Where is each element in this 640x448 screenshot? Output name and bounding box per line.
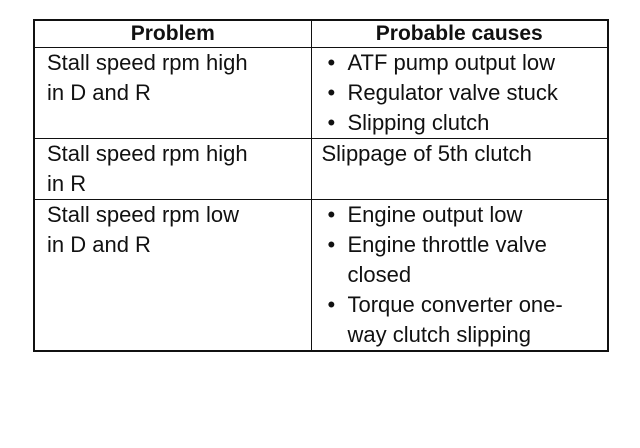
bullet-icon: • [327,232,336,257]
cause-text: ATF pump output low [347,50,555,75]
cause-item [324,48,602,78]
problem-line: in R [47,171,87,196]
cause-item [324,200,602,230]
table-row [34,200,608,352]
header-row [34,20,608,48]
causes-cell [311,48,608,139]
problem-line: in D and R [47,232,151,257]
cause-item [324,78,602,108]
causes-cell [311,200,608,352]
bullet-icon: • [327,80,336,105]
problem-cell [34,200,311,352]
problem-line: Stall speed rpm high [47,50,248,75]
header-probable-causes: Probable causes [311,20,608,48]
cause-text: Slipping clutch [347,110,490,135]
cause-list [324,48,602,138]
problem-cell [34,48,311,139]
problem-line: Stall speed rpm high [47,141,248,166]
cause-text: Slippage of 5th clutch [321,141,532,166]
cause-item [324,108,602,138]
header-problem: Problem [34,20,311,48]
causes-cell [311,139,608,200]
cause-text: Regulator valve stuck [347,80,558,105]
problem-line: in D and R [47,80,151,105]
cause-list [324,200,602,350]
cause-item [324,290,602,350]
cause-text: Engine throttle valve closed [347,232,547,287]
table-row [34,139,608,200]
problem-cell [34,139,311,200]
bullet-icon: • [327,50,336,75]
cause-item [324,230,602,290]
bullet-icon: • [327,292,336,317]
bullet-icon: • [327,110,336,135]
cause-text: Torque converter one-way clutch slipping [347,292,563,347]
table-row [34,48,608,139]
problem-line: Stall speed rpm low [47,202,239,227]
troubleshooting-table [33,19,609,352]
cause-text: Engine output low [347,202,523,227]
bullet-icon: • [327,202,336,227]
